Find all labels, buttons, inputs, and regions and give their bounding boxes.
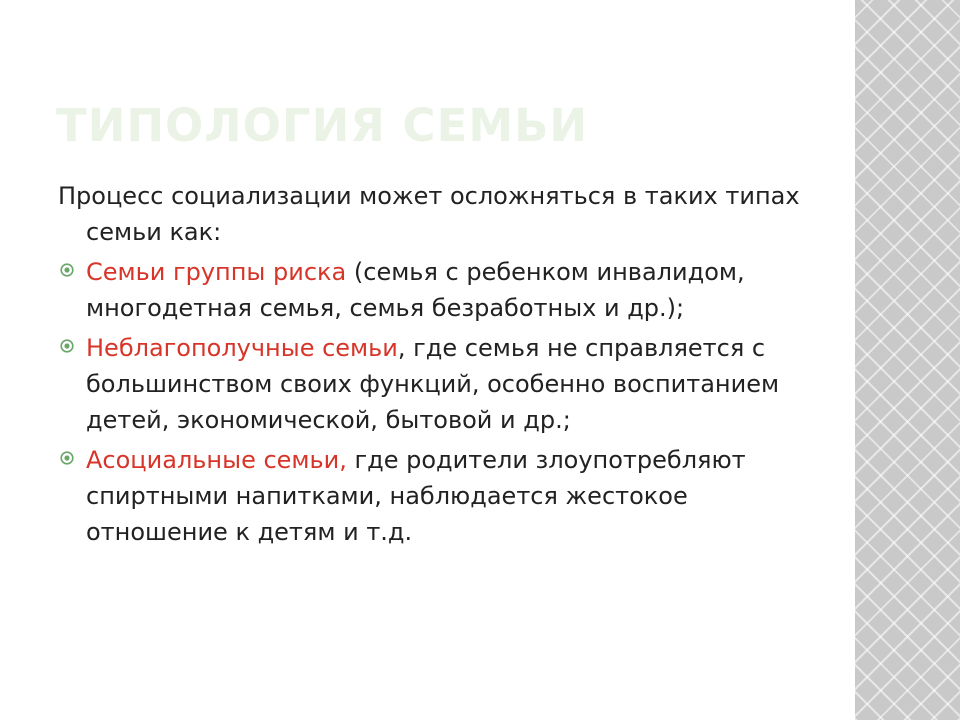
slide-body — [58, 178, 818, 554]
family-type-term: Семьи группы риска — [86, 258, 347, 286]
list-item — [58, 442, 818, 550]
family-type-description: где родители злоупотребляют спиртными напитками, наблюдается жестокое отношение к детям и т.д. — [86, 446, 746, 546]
slide-title: ТИПОЛОГИЯ СЕМЬИ — [56, 99, 589, 152]
family-type-description: , где семья не справляется с большинством своих функций, особенно воспитанием детей, экономической, бытовой и др.; — [86, 334, 780, 434]
bullet-icon — [60, 263, 74, 277]
bullet-icon — [60, 339, 74, 353]
list-item — [58, 330, 818, 438]
family-type-description: (семья с ребенком инвалидом, многодетная семья, семья безработных и др.); — [86, 258, 745, 322]
decorative-side-pattern — [855, 0, 960, 720]
intro-text: Процесс социализации может осложняться в таких типах семьи как: — [58, 182, 800, 246]
family-type-term: Асоциальные семьи, — [86, 446, 347, 474]
bullet-icon — [60, 451, 74, 465]
family-type-term: Неблагополучные семьи — [86, 334, 398, 362]
list-item — [58, 254, 818, 326]
